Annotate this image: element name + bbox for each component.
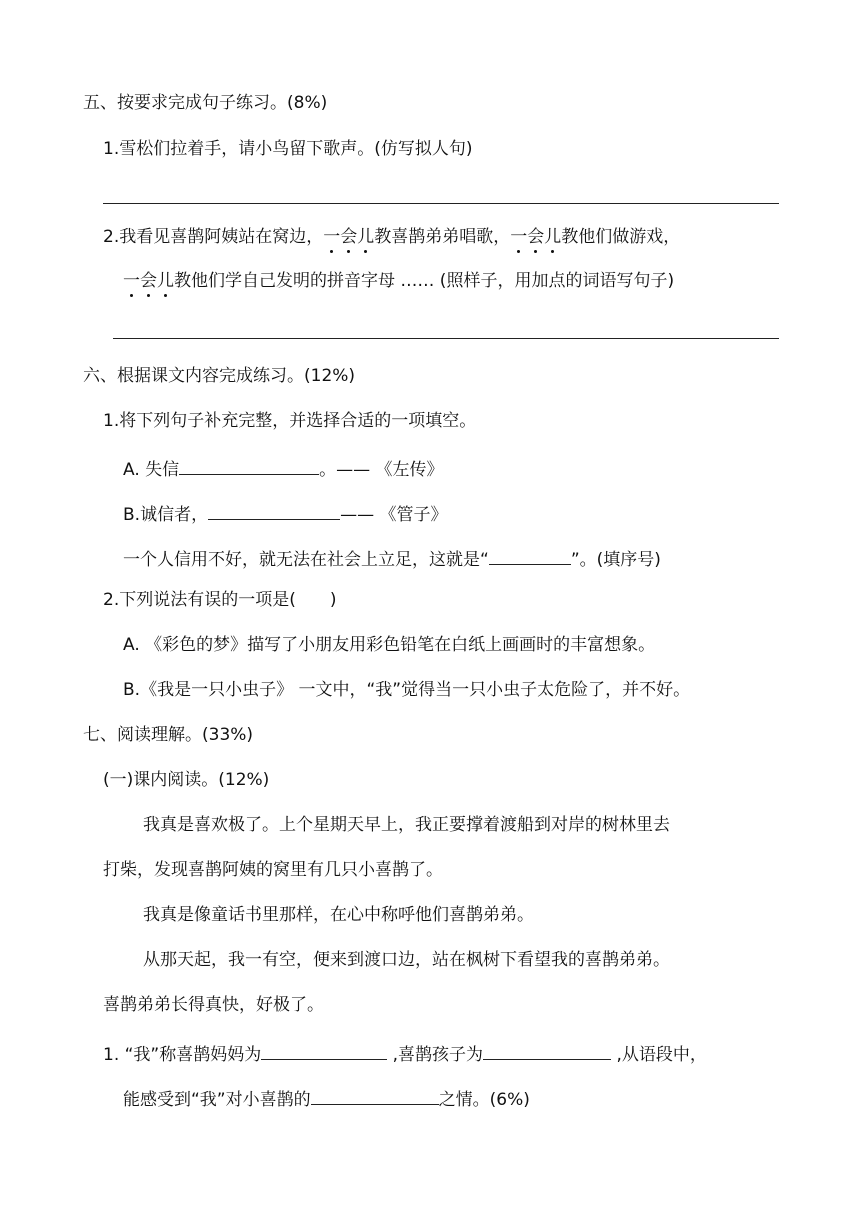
q2-line2-tail: 教他们学自己发明的拼音字母 …… (照样子，用加点的词语写句子) — [174, 271, 675, 291]
q1-line2-a: 能感受到“我”对小喜鹊的 — [123, 1090, 311, 1110]
option-b-prefix: B.诚信者， — [123, 505, 209, 525]
blank-children[interactable] — [483, 1042, 611, 1060]
s6-question-1: 1.将下列句子补充完整，并选择合适的一项填空。 — [103, 411, 477, 431]
s6-question-2: 2.下列说法有误的一项是( ) — [103, 590, 337, 610]
answer-line-1[interactable] — [103, 203, 779, 204]
s6-q2-option-a: A. 《彩色的梦》描写了小朋友用彩色铅笔在白纸上画画时的丰富想象。 — [123, 635, 656, 655]
section5-heading: 五、按要求完成句子练习。(8%) — [83, 93, 328, 113]
q1-line2-b: 之情。(6%) — [438, 1090, 530, 1110]
s6-q2-option-b: B.《我是一只小虫子》 一文中，“我”觉得当一只小虫子太危险了，并不好。 — [123, 680, 691, 700]
passage-p1-line1: 我真是喜欢极了。上个星期天早上，我正要撑着渡船到对岸的树林里去 — [143, 815, 670, 835]
passage-p2: 我真是像童话书里那样，在心中称呼他们喜鹊弟弟。 — [143, 905, 534, 925]
section6-heading: 六、根据课文内容完成练习。(12%) — [83, 366, 356, 386]
s5-question-2-line1 — [103, 229, 680, 246]
option-a-source: 。—— 《左传》 — [319, 460, 444, 480]
s7-question-1-line1 — [103, 1042, 707, 1064]
q1-part-b: ,喜鹊孩子为 — [387, 1045, 484, 1065]
passage-p1-line2: 打柴，发现喜鹊阿姨的窝里有几只小喜鹊了。 — [103, 860, 443, 880]
passage-p3-line1: 从那天起，我一有空，便来到渡口边，站在枫树下看望我的喜鹊弟弟。 — [143, 950, 670, 970]
answer-line-2[interactable] — [113, 338, 779, 339]
option-b-source: —— 《管子》 — [340, 505, 448, 525]
q1-part-c: ,从语段中， — [611, 1045, 707, 1065]
reading-subheading: (一)课内阅读。(12%) — [103, 770, 270, 790]
option-a-line — [123, 457, 444, 479]
section7-heading: 七、阅读理解。(33%) — [83, 725, 254, 745]
fill-suffix: ”。(填序号) — [570, 550, 661, 570]
blank-feeling[interactable] — [311, 1087, 439, 1105]
s5-question-1: 1.雪松们拉着手，请小鸟留下歌声。(仿写拟人句) — [103, 139, 473, 159]
q2-prefix: 2.我看见喜鹊阿姨站在窝边， — [103, 227, 324, 247]
fill-prefix: 一个人信用不好，就无法在社会上立足，这就是“ — [123, 550, 489, 570]
blank-a[interactable] — [179, 457, 319, 475]
dotted-word: 一会儿 — [323, 227, 375, 247]
fill-sentence — [123, 547, 661, 569]
option-b-line — [123, 502, 447, 524]
blank-b[interactable] — [208, 502, 340, 520]
dotted-word: 一会儿 — [510, 227, 562, 247]
s5-question-2-line2 — [123, 273, 674, 290]
blank-choice[interactable] — [489, 547, 571, 565]
s7-question-1-line2 — [123, 1087, 530, 1109]
option-a-prefix: A. 失信 — [123, 460, 180, 480]
blank-mother[interactable] — [261, 1042, 387, 1060]
q2-mid1: 教喜鹊弟弟唱歌， — [374, 227, 511, 247]
q1-part-a: 1. “我”称喜鹊妈妈为 — [103, 1045, 262, 1065]
dotted-word: 一会儿 — [123, 271, 174, 291]
q2-mid2: 教他们做游戏， — [561, 227, 681, 247]
passage-p3-line2: 喜鹊弟弟长得真快，好极了。 — [103, 995, 324, 1015]
